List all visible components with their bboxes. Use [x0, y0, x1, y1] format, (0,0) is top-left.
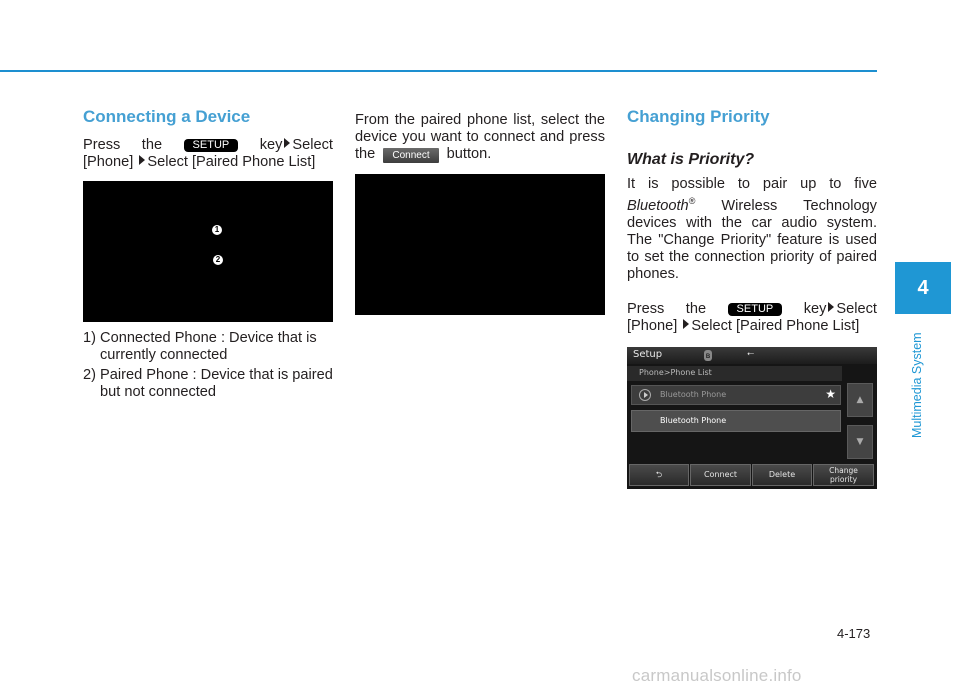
bluetooth-word: Bluetooth: [627, 197, 689, 214]
connect-screenshot: [355, 174, 605, 315]
arrow-right-icon: [139, 155, 145, 165]
heading-connecting-device: Connecting a Device: [83, 107, 251, 126]
play-icon: [639, 389, 651, 401]
chapter-label: [910, 314, 924, 444]
list-text: Paired Phone : Device that is paired but not connected: [100, 367, 333, 400]
registered-mark: ®: [688, 196, 696, 206]
phone-list-row[interactable]: [631, 385, 841, 405]
paired-phone-list-text: Select [Paired Phone List]: [691, 317, 860, 334]
arrow-right-icon: [683, 319, 689, 329]
right-column: [627, 108, 877, 335]
back-button[interactable]: [629, 464, 689, 486]
change-priority-button[interactable]: [813, 464, 874, 486]
screen-breadcrumb: [627, 366, 842, 381]
para-text-b: Wireless Technology devices with the car audio system. The "Change Priority" feature is used to set the connection priority of paired phones.: [627, 197, 877, 282]
setup-screen: [627, 347, 877, 489]
middle-text-end: button.: [446, 146, 492, 162]
back-icon: ⮌: [655, 470, 663, 479]
connecting-screenshot: [83, 181, 333, 322]
word-press: Press: [627, 300, 665, 317]
left-column: [83, 108, 333, 171]
page-number: 4-173: [837, 626, 871, 641]
left-list-container: [83, 330, 333, 404]
priority-label: priority: [829, 475, 858, 484]
middle-column: [355, 112, 605, 163]
delete-button[interactable]: Delete: [752, 464, 812, 486]
list-num: 1): [83, 330, 96, 346]
phone-name: Bluetooth Phone: [660, 390, 727, 399]
priority-paragraph: [627, 176, 877, 283]
arrow-right-icon: [284, 138, 290, 148]
middle-paragraph: [355, 112, 605, 163]
word-the: the: [141, 137, 163, 153]
phone-list-row-selected[interactable]: [631, 410, 841, 432]
arrow-right-icon: [828, 302, 834, 312]
connect-button[interactable]: Connect: [690, 464, 751, 486]
instruction-line-2: [627, 318, 877, 335]
word-select: Select: [292, 137, 333, 153]
screen-footer: [627, 463, 877, 487]
usb-icon: ⭠: [747, 349, 755, 359]
callout-2: 2: [213, 255, 223, 265]
change-label: Change: [829, 466, 858, 475]
word-key: key: [803, 300, 827, 317]
instruction-line-2: [83, 154, 333, 171]
list-item: [83, 330, 333, 364]
screen-title: Setup: [633, 349, 663, 360]
subheading-what-is-priority: What is Priority?: [627, 151, 755, 168]
top-rule: [0, 70, 877, 72]
word-key: key: [259, 137, 283, 153]
bluetooth-icon: ʙ: [705, 351, 711, 360]
list-num: 2): [83, 367, 96, 383]
phone-name: Bluetooth Phone: [660, 416, 727, 425]
connect-button-label: Connect: [383, 148, 438, 163]
para-text-a: It is possible to pair up to five: [627, 176, 877, 192]
key-select-group: [260, 137, 333, 153]
star-icon: ★: [825, 387, 836, 401]
breadcrumb-text: Phone>Phone List: [639, 368, 712, 377]
word-select: Select: [836, 300, 877, 317]
word-the: the: [685, 300, 707, 317]
list-text: Connected Phone : Device that is currently connected: [100, 330, 317, 363]
callout-1: 1: [212, 225, 222, 235]
list-item: [83, 367, 333, 401]
chapter-label-text: Multimedia System: [910, 332, 924, 438]
scroll-up-button[interactable]: ▲: [847, 383, 873, 417]
setup-key: SETUP: [184, 139, 239, 152]
phone-menu-text: [Phone]: [83, 154, 134, 170]
heading-changing-priority: Changing Priority: [627, 107, 770, 126]
key-select-group: [804, 301, 877, 317]
instruction-line-1: [83, 137, 333, 154]
middle-text: From the paired phone list, select the device you want to connect and press the: [355, 112, 605, 162]
word-press: Press: [83, 137, 121, 153]
instruction-line-1: [627, 301, 877, 318]
chapter-tab: 4: [895, 262, 951, 314]
phone-menu-text: [Phone]: [627, 317, 678, 334]
scroll-down-button[interactable]: ▼: [847, 425, 873, 459]
watermark: carmanualsonline.info: [632, 666, 802, 685]
paired-phone-list-text: Select [Paired Phone List]: [147, 154, 316, 170]
screen-header: [627, 347, 877, 364]
callout-legend: [83, 330, 333, 401]
setup-key: SETUP: [728, 303, 783, 316]
